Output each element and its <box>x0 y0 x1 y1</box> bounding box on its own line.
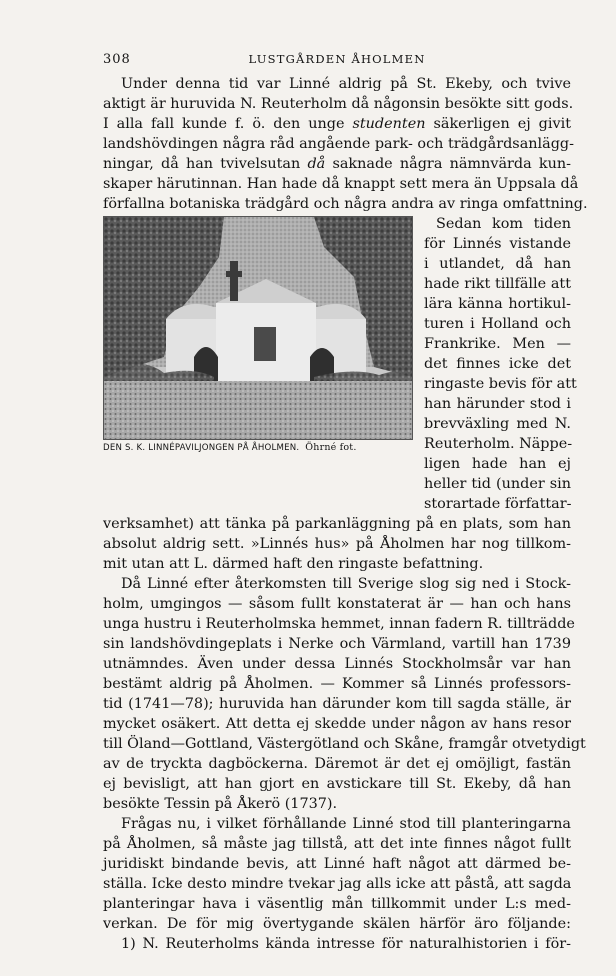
figure-caption <box>103 442 415 456</box>
text-line: juridiskt bindande bevis, att Linné haft något att därmed be- <box>103 856 571 872</box>
page-header <box>103 52 571 72</box>
text-line: mit utan att L. därmed haft den ringaste befattning. <box>103 556 484 572</box>
text-line: sin landshövdingeplats i Nerke och Värmland, vartill han 1739 <box>103 636 571 652</box>
text-line: Sedan kom tiden <box>436 216 571 232</box>
photo-credit: Öhrné fot. <box>305 442 357 453</box>
text-line: verkan. De för mig övertygande skälen härför äro följande: <box>103 916 571 932</box>
text-line: 1) N. Reuterholms kända intresse för naturalhistorien i för- <box>121 936 571 952</box>
text-line: hade rikt tillfälle att <box>424 276 571 292</box>
text-line: holm, umgingos — såsom fullt konstaterat är — han och hans <box>103 596 571 612</box>
photo-of-pavilion-icon <box>104 217 412 439</box>
text-line: verksamhet) att tänka på parkanläggning på en plats, som han <box>103 516 571 532</box>
text-line: turen i Holland och <box>424 316 571 332</box>
page-number: 308 <box>103 52 131 67</box>
text-line: Under denna tid var Linné aldrig på St. Ekeby, och tvive <box>121 76 571 92</box>
text-line: besökte Tessin på Åkerö (1737). <box>103 796 338 812</box>
text-line: av de tryckta dagböckerna. Däremot är det ej omöjligt, fastän <box>103 756 571 772</box>
text-line: på Åholmen, så måste jag tillstå, att det inte finnes något fullt <box>103 836 571 852</box>
text-line: landshövdingen några råd angående park- och trädgårdsanlägg- <box>103 136 575 152</box>
text-line: skaper härutinnan. Han hade då knappt sett mera än Uppsala då <box>103 176 579 192</box>
text-line: ningar, då han tvivelsutan då saknade några nämnvärda kun- <box>103 156 572 172</box>
text-line: Då Linné efter återkomsten till Sverige slog sig ned i Stock- <box>121 576 571 592</box>
text-line: till Öland—Gottland, Västergötland och Skåne, framgår otvetydigt <box>103 736 586 752</box>
text-line: han härunder stod i <box>424 396 571 412</box>
text-line: utnämndes. Även under dessa Linnés Stockholmsår var han <box>103 656 571 672</box>
text-line: i utlandet, då han <box>424 256 571 272</box>
text-line: mycket osäkert. Att detta ej skedde under någon av hans resor <box>103 716 571 732</box>
text-line: unga hustru i Reuterholmska hemmet, innan fadern R. tillträdde <box>103 616 575 632</box>
text-line: I alla fall kunde f. ö. den unge studenten säkerligen ej givit <box>103 116 571 132</box>
text-line: för Linnés vistande <box>424 236 571 252</box>
text-line: planteringar hava i väsentlig mån tillkommit under L:s med- <box>103 896 571 912</box>
text-line: förfallna botaniska trädgård och några andra av ringa omfattning. <box>103 196 588 212</box>
text-line: Frågas nu, i vilket förhållande Linné stod till planteringarna <box>121 816 571 832</box>
text-line: bestämt aldrig på Åholmen. — Kommer så Linnés professors- <box>103 676 571 692</box>
text-line: absolut aldrig sett. »Linnés hus» på Åholmen har nog tillkom- <box>103 536 571 552</box>
text-line: det finnes icke det <box>424 356 571 372</box>
text-line: heller tid (under sin <box>424 476 571 492</box>
text-line: ringaste bevis för att <box>424 376 577 392</box>
text-line: Frankrike. Men — <box>424 336 571 352</box>
pavilion-photo <box>103 216 413 440</box>
text-line: storartade författar- <box>424 496 572 512</box>
text-line: brevväxling med N. <box>424 416 571 432</box>
text-line: ligen hade han ej <box>424 456 571 472</box>
text-line: lära känna hortikul- <box>424 296 571 312</box>
text-line: ställa. Icke desto mindre tvekar jag alls icke att påstå, att sagda <box>103 876 572 892</box>
caption-text: DEN S. K. LINNÉPAVILJONGEN PÅ ÅHOLMEN. <box>103 443 300 453</box>
text-line: tid (1741—78); huruvida han därunder kom till sagda ställe, är <box>103 696 571 712</box>
text-line: aktigt är huruvida N. Reuterholm då någonsin besökte sitt gods. <box>103 96 574 112</box>
text-line: ej bevisligt, att han gjort en avstickare till St. Ekeby, då han <box>103 776 571 792</box>
running-title: LUSTGÅRDEN ÅHOLMEN <box>248 52 426 66</box>
text-line: Reuterholm. Näppe- <box>424 436 573 452</box>
